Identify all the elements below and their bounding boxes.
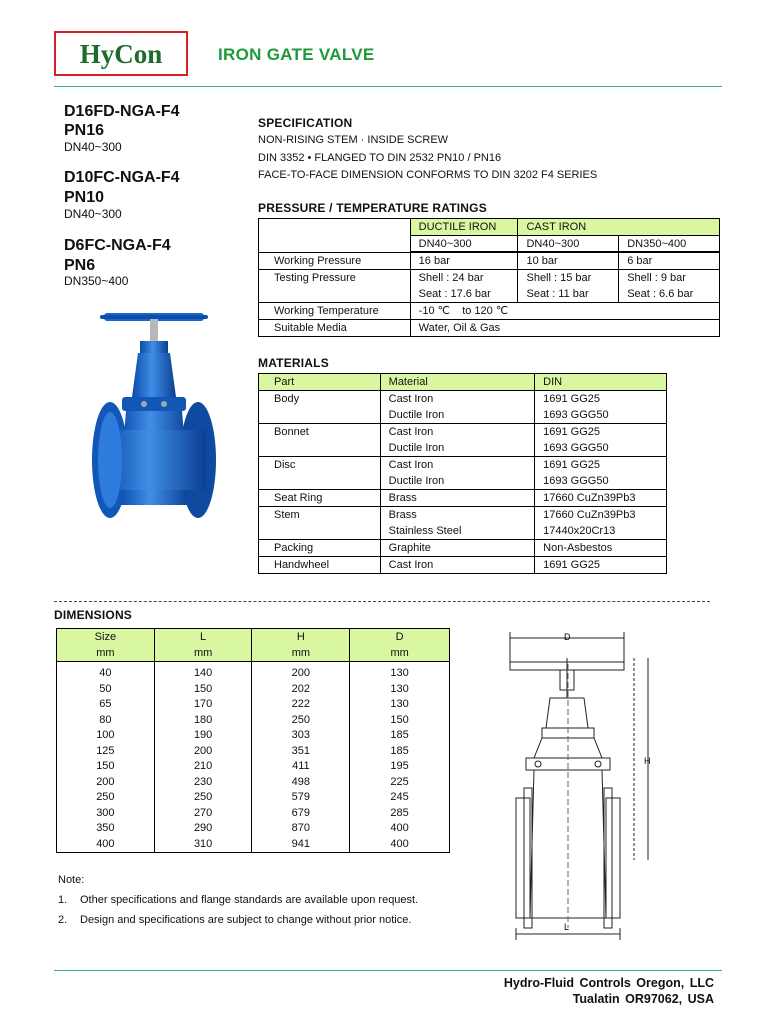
- part-cell: Bonnet: [259, 424, 381, 457]
- dimension-cell: 411: [252, 759, 350, 775]
- dimension-cell: 130: [350, 682, 450, 698]
- dimension-cell: 200: [252, 662, 350, 682]
- part-cell: Stem: [259, 507, 381, 540]
- note-text: Design and specifications are subject to change without prior notice.: [80, 914, 412, 926]
- dimension-cell: 65: [57, 697, 155, 713]
- material-cell: Cast Iron Ductile Iron: [380, 424, 535, 457]
- model-range-3: DN350~400: [64, 274, 129, 288]
- dimension-cell: 250: [57, 790, 155, 806]
- part-cell: Seat Ring: [259, 490, 381, 507]
- dimension-cell: 351: [252, 744, 350, 760]
- part-cell: Handwheel: [259, 557, 381, 574]
- dimension-cell: 310: [154, 837, 252, 853]
- testing-cast-2: Shell : 9 bar Seat : 6.6 bar: [619, 270, 720, 303]
- dimension-cell: 270: [154, 806, 252, 822]
- working-cast-2: 6 bar: [619, 253, 720, 270]
- din-cell: 1691 GG25 1693 GGG50: [535, 391, 667, 424]
- materials-table: [258, 373, 667, 574]
- working-cast-1: 10 bar: [518, 253, 619, 270]
- dimension-cell: 200: [154, 744, 252, 760]
- dimension-cell: 400: [57, 837, 155, 853]
- note-title: Note:: [58, 874, 85, 886]
- drawing-label-d: D: [564, 632, 571, 642]
- dimension-cell: 230: [154, 775, 252, 791]
- dimension-cell: 498: [252, 775, 350, 791]
- dn-ductile: DN40~300: [410, 236, 518, 253]
- dimension-cell: 350: [57, 821, 155, 837]
- drawing-label-h: H: [644, 756, 651, 766]
- dimension-cell: 579: [252, 790, 350, 806]
- materials-row: [259, 490, 667, 507]
- dimension-cell: 180: [154, 713, 252, 729]
- dimension-cell: 125: [57, 744, 155, 760]
- materials-row: [259, 540, 667, 557]
- note-text: Other specifications and flange standards are available upon request.: [80, 894, 419, 906]
- dimension-cell: 185: [350, 728, 450, 744]
- model-code-1: D16FD-NGA-F4: [64, 103, 180, 120]
- dimensions-column-header: L mm: [154, 629, 252, 662]
- dimensions-row: [57, 775, 450, 791]
- dn-cast-1: DN40~300: [518, 236, 619, 253]
- material-cell: Graphite: [380, 540, 535, 557]
- logo-text: HyCon: [79, 39, 163, 69]
- dimension-cell: 170: [154, 697, 252, 713]
- dimension-cell: 679: [252, 806, 350, 822]
- materials-row: [259, 457, 667, 490]
- dimension-cell: 303: [252, 728, 350, 744]
- spec-line-1: NON-RISING STEM · INSIDE SCREW: [258, 134, 449, 146]
- material-cell: Cast Iron Ductile Iron: [380, 391, 535, 424]
- note-number: 1.: [58, 894, 68, 906]
- spec-line-2: DIN 3352 • FLANGED TO DIN 2532 PN10 / PN16: [258, 152, 502, 164]
- materials-column-header: Part: [259, 374, 381, 391]
- dimension-cell: 290: [154, 821, 252, 837]
- dimension-cell: 130: [350, 662, 450, 682]
- dimension-cell: 245: [350, 790, 450, 806]
- working-temperature-label: Working Temperature: [259, 303, 411, 320]
- dimension-cell: 210: [154, 759, 252, 775]
- dimensions-row: [57, 713, 450, 729]
- specification-heading: SPECIFICATION: [258, 116, 353, 130]
- materials-row: [259, 507, 667, 540]
- dimension-cell: 225: [350, 775, 450, 791]
- dimension-cell: 285: [350, 806, 450, 822]
- dimensions-table: [56, 628, 450, 853]
- part-cell: Disc: [259, 457, 381, 490]
- model-pn-1: PN16: [64, 122, 105, 139]
- material-cell: Brass Stainless Steel: [380, 507, 535, 540]
- dimension-cell: 185: [350, 744, 450, 760]
- dimension-cell: 140: [154, 662, 252, 682]
- model-range-1: DN40~300: [64, 140, 122, 154]
- suitable-media-label: Suitable Media: [259, 320, 411, 337]
- dimensions-row: [57, 821, 450, 837]
- materials-column-header: DIN: [535, 374, 667, 391]
- working-pressure-label: Working Pressure: [259, 253, 411, 270]
- testing-pressure-label: Testing Pressure: [259, 270, 411, 303]
- dimensions-column-header: H mm: [252, 629, 350, 662]
- spec-line-3: FACE-TO-FACE DIMENSION CONFORMS TO DIN 3202 F4 SERIES: [258, 169, 598, 181]
- model-code-3: D6FC-NGA-F4: [64, 237, 171, 254]
- din-cell: Non-Asbestos: [535, 540, 667, 557]
- dimension-cell: 400: [350, 837, 450, 853]
- dimension-cell: 50: [57, 682, 155, 698]
- din-cell: 1691 GG25 1693 GGG50: [535, 424, 667, 457]
- company-address: Tualatin OR97062, USA: [572, 992, 714, 1006]
- header-ductile-iron: DUCTILE IRON: [410, 219, 518, 236]
- materials-row: [259, 557, 667, 574]
- note-item-2: [58, 914, 412, 926]
- header-rule: [54, 86, 722, 87]
- part-cell: Packing: [259, 540, 381, 557]
- materials-row: [259, 391, 667, 424]
- dimension-cell: 222: [252, 697, 350, 713]
- dimension-cell: 250: [154, 790, 252, 806]
- gate-valve-photo: [80, 305, 230, 540]
- dimension-cell: 250: [252, 713, 350, 729]
- working-ductile: 16 bar: [410, 253, 518, 270]
- material-cell: Cast Iron: [380, 557, 535, 574]
- dimension-cell: 202: [252, 682, 350, 698]
- dimension-cell: 190: [154, 728, 252, 744]
- note-number: 2.: [58, 914, 68, 926]
- dimensions-row: [57, 790, 450, 806]
- dimensions-row: [57, 697, 450, 713]
- document-title: IRON GATE VALVE: [218, 45, 375, 64]
- company-name: Hydro-Fluid Controls Oregon, LLC: [503, 976, 714, 990]
- section-divider: [54, 601, 710, 602]
- material-cell: Cast Iron Ductile Iron: [380, 457, 535, 490]
- din-cell: 17660 CuZn39Pb3 17440x20Cr13: [535, 507, 667, 540]
- materials-heading: MATERIALS: [258, 356, 329, 370]
- dimension-cell: 150: [154, 682, 252, 698]
- valve-dimension-drawing: [498, 628, 660, 940]
- dimensions-row: [57, 682, 450, 698]
- dimension-cell: 150: [57, 759, 155, 775]
- model-pn-2: PN10: [64, 189, 105, 206]
- din-cell: 1691 GG25 1693 GGG50: [535, 457, 667, 490]
- dimension-cell: 130: [350, 697, 450, 713]
- materials-row: [259, 424, 667, 457]
- dimensions-column-header: Size mm: [57, 629, 155, 662]
- drawing-label-l: L: [564, 922, 570, 932]
- dimensions-row: [57, 759, 450, 775]
- dimension-cell: 80: [57, 713, 155, 729]
- working-temperature-value: -10 ℃ to 120 ℃: [410, 303, 719, 320]
- dimensions-heading: DIMENSIONS: [54, 608, 133, 622]
- din-cell: 1691 GG25: [535, 557, 667, 574]
- suitable-media-value: Water, Oil & Gas: [410, 320, 719, 337]
- pressure-heading: PRESSURE / TEMPERATURE RATINGS: [258, 201, 487, 215]
- dimension-cell: 150: [350, 713, 450, 729]
- note-item-1: [58, 894, 419, 906]
- hycon-logo: [54, 31, 188, 76]
- testing-cast-1: Shell : 15 bar Seat : 11 bar: [518, 270, 619, 303]
- dimension-cell: 400: [350, 821, 450, 837]
- dimensions-row: [57, 806, 450, 822]
- testing-ductile: Shell : 24 bar Seat : 17.6 bar: [410, 270, 518, 303]
- dimension-cell: 40: [57, 662, 155, 682]
- model-range-2: DN40~300: [64, 207, 122, 221]
- dimension-cell: 941: [252, 837, 350, 853]
- pressure-table: [258, 218, 720, 337]
- pressure-corner: [259, 219, 411, 253]
- dimension-cell: 200: [57, 775, 155, 791]
- din-cell: 17660 CuZn39Pb3: [535, 490, 667, 507]
- model-pn-3: PN6: [64, 257, 96, 274]
- dimensions-row: [57, 662, 450, 682]
- footer-rule: [54, 970, 722, 971]
- dimensions-row: [57, 744, 450, 760]
- dimensions-column-header: D mm: [350, 629, 450, 662]
- part-cell: Body: [259, 391, 381, 424]
- dimensions-row: [57, 837, 450, 853]
- materials-column-header: Material: [380, 374, 535, 391]
- header-cast-iron: CAST IRON: [518, 219, 720, 236]
- dn-cast-2: DN350~400: [619, 236, 720, 253]
- material-cell: Brass: [380, 490, 535, 507]
- dimension-cell: 195: [350, 759, 450, 775]
- model-code-2: D10FC-NGA-F4: [64, 169, 180, 186]
- dimension-cell: 300: [57, 806, 155, 822]
- dimension-cell: 100: [57, 728, 155, 744]
- dimensions-row: [57, 728, 450, 744]
- dimension-cell: 870: [252, 821, 350, 837]
